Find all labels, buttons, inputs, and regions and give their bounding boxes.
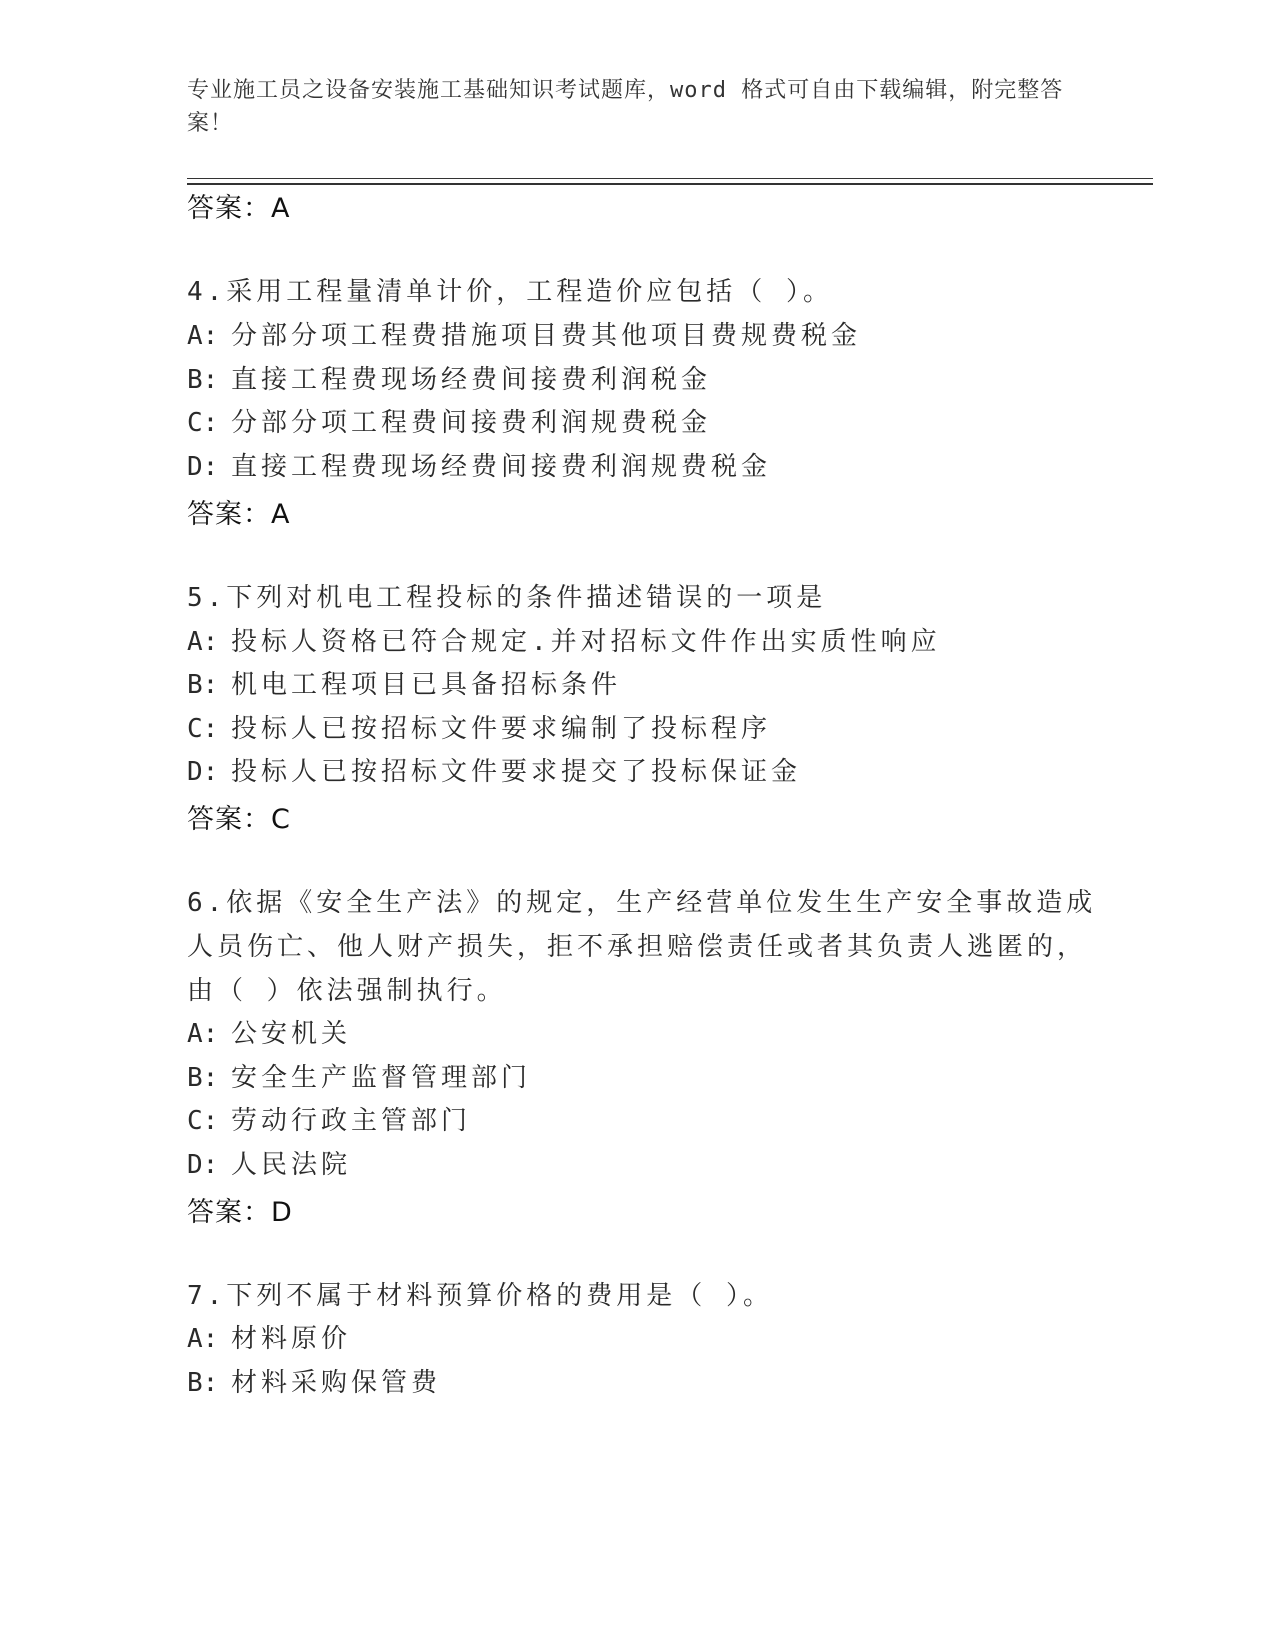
question-4-answer: 答案：A — [187, 499, 291, 530]
option-text: 机电工程项目已具备招标条件 — [231, 670, 622, 700]
question-6-option-c — [187, 1100, 471, 1137]
option-letter: D: — [187, 452, 219, 482]
option-letter: C: — [187, 408, 219, 438]
option-text: 直接工程费现场经费间接费利润税金 — [231, 365, 712, 395]
option-letter: B: — [187, 1063, 219, 1093]
option-letter: A: — [187, 627, 219, 657]
question-4-stem: 4.采用工程量清单计价，工程造价应包括（ ）。 — [187, 277, 833, 307]
option-letter: A: — [187, 1019, 219, 1049]
question-6-option-d — [187, 1144, 351, 1181]
option-text: 投标人已按招标文件要求编制了投标程序 — [231, 714, 772, 744]
option-letter: D: — [187, 1150, 219, 1180]
option-letter: C: — [187, 1106, 219, 1136]
option-text: 安全生产监督管理部门 — [231, 1063, 532, 1093]
header-note: 专业施工员之设备安装施工基础知识考试题库，word 格式可自由下载编辑，附完整答案！ — [187, 78, 1064, 136]
question-6-answer: 答案：D — [187, 1197, 293, 1228]
question-6-stem-line-3: 由（ ）依法强制执行。 — [187, 976, 507, 1006]
option-text: 材料采购保管费 — [231, 1368, 442, 1398]
question-5-option-b — [187, 664, 621, 701]
option-text: 公安机关 — [231, 1019, 352, 1049]
option-text: 投标人资格已符合规定.并对招标文件作出实质性响应 — [231, 627, 941, 657]
option-text: 劳动行政主管部门 — [231, 1106, 472, 1136]
question-6-stem-line-2: 人员伤亡、他人财产损失，拒不承担赔偿责任或者其负责人逃匿的， — [187, 932, 1088, 962]
question-5-option-d — [187, 751, 801, 788]
question-4-option-c — [187, 402, 711, 439]
question-4-option-d — [187, 446, 771, 483]
option-letter: D: — [187, 757, 219, 787]
option-letter: B: — [187, 365, 219, 395]
question-5-answer: 答案：C — [187, 804, 291, 835]
question-5-option-c — [187, 708, 771, 745]
option-letter: C: — [187, 714, 219, 744]
question-4-option-a — [187, 315, 861, 352]
option-text: 人民法院 — [231, 1150, 352, 1180]
option-text: 分部分项工程费措施项目费其他项目费规费税金 — [231, 321, 862, 351]
header-divider-thick — [187, 183, 1153, 185]
option-text: 分部分项工程费间接费利润规费税金 — [231, 408, 712, 438]
question-7-option-a — [187, 1318, 351, 1355]
question-4-option-b — [187, 359, 711, 396]
question-7-option-b — [187, 1362, 441, 1399]
option-letter: B: — [187, 1368, 219, 1398]
header-divider-thin — [187, 178, 1153, 179]
question-5-option-a — [187, 621, 941, 658]
option-text: 投标人已按招标文件要求提交了投标保证金 — [231, 757, 802, 787]
option-letter: B: — [187, 670, 219, 700]
question-7-stem: 7.下列不属于材料预算价格的费用是（ ）。 — [187, 1281, 773, 1311]
question-5-stem: 5.下列对机电工程投标的条件描述错误的一项是 — [187, 583, 827, 613]
option-text: 材料原价 — [231, 1324, 352, 1354]
answer-previous: 答案：A — [187, 193, 291, 224]
question-6-stem-line-1: 6.依据《安全生产法》的规定，生产经营单位发生生产安全事故造成 — [187, 888, 1097, 918]
option-letter: A: — [187, 1324, 219, 1354]
question-6-option-b — [187, 1057, 531, 1094]
option-letter: A: — [187, 321, 219, 351]
question-6-option-a — [187, 1013, 351, 1050]
option-text: 直接工程费现场经费间接费利润规费税金 — [231, 452, 772, 482]
